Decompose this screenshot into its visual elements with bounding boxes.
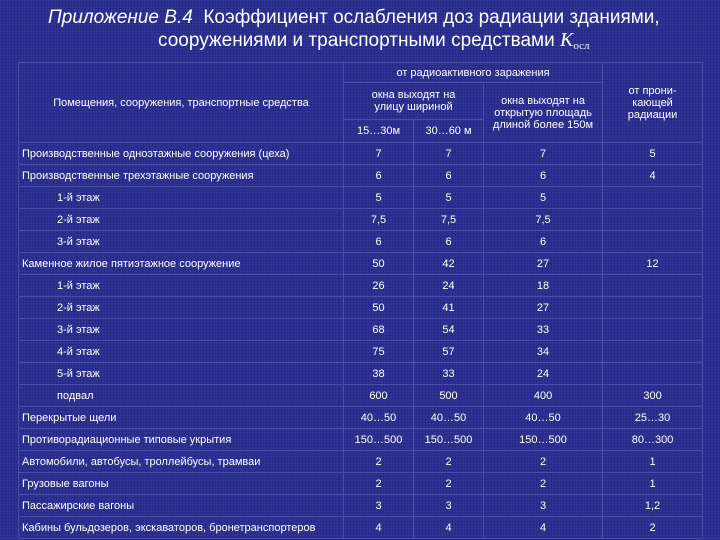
- cell-value: 33: [484, 319, 603, 341]
- cell-value: 6: [414, 231, 484, 253]
- cell-value: 6: [484, 231, 603, 253]
- cell-value: 38: [344, 363, 414, 385]
- cell-value: 50: [344, 297, 414, 319]
- cell-value: 4: [344, 517, 414, 539]
- table-row: [19, 473, 703, 495]
- cell-value: 5: [603, 143, 703, 165]
- cell-value: 2: [484, 473, 603, 495]
- row-label: 3-й этаж: [19, 319, 344, 341]
- cell-value: 7: [414, 143, 484, 165]
- table-row: [19, 209, 703, 231]
- table-row: [19, 297, 703, 319]
- table-row: [19, 231, 703, 253]
- row-label: 5-й этаж: [19, 363, 344, 385]
- cell-value: 3: [484, 495, 603, 517]
- row-label: Производственные трехэтажные сооружения: [19, 165, 344, 187]
- cell-value: 27: [484, 253, 603, 275]
- table-row: [19, 429, 703, 451]
- cell-value: [603, 187, 703, 209]
- row-label: 1-й этаж: [19, 187, 344, 209]
- cell-value: 50: [344, 253, 414, 275]
- cell-value: 400: [484, 385, 603, 407]
- header-contamination: от радиоактивного заражения: [344, 63, 603, 83]
- cell-value: 300: [603, 385, 703, 407]
- header-penetrating: от прони-кающей радиации: [603, 63, 703, 143]
- cell-value: [603, 341, 703, 363]
- cell-value: 40…50: [344, 407, 414, 429]
- table-row: [19, 143, 703, 165]
- header-street-windows: окна выходят на улицу шириной: [344, 83, 484, 120]
- cell-value: 24: [414, 275, 484, 297]
- cell-value: 5: [484, 187, 603, 209]
- table-header: [19, 63, 703, 143]
- title-line-1: [48, 6, 660, 29]
- cell-value: 25…30: [603, 407, 703, 429]
- cell-value: 2: [603, 517, 703, 539]
- table-row: [19, 275, 703, 297]
- cell-value: 57: [414, 341, 484, 363]
- cell-value: 2: [344, 473, 414, 495]
- cell-value: 75: [344, 341, 414, 363]
- title-symbol-sub: осл: [573, 40, 590, 52]
- row-label: 1-й этаж: [19, 275, 344, 297]
- table-row: [19, 187, 703, 209]
- cell-value: 6: [344, 165, 414, 187]
- title-text-2: сооружениями и транспортными средствами: [158, 30, 555, 51]
- cell-value: 2: [414, 473, 484, 495]
- attenuation-table: [18, 62, 703, 539]
- table-row: [19, 407, 703, 429]
- header-width-1: 15…30м: [344, 120, 414, 143]
- table-row: [19, 363, 703, 385]
- cell-value: 24: [484, 363, 603, 385]
- table-row: [19, 451, 703, 473]
- cell-value: 33: [414, 363, 484, 385]
- row-label: Кабины бульдозеров, экскаваторов, бронетранспортеров: [19, 517, 344, 539]
- cell-value: 1,2: [603, 495, 703, 517]
- cell-value: 40…50: [484, 407, 603, 429]
- cell-value: 27: [484, 297, 603, 319]
- cell-value: 7: [484, 143, 603, 165]
- cell-value: 4: [484, 517, 603, 539]
- cell-value: 68: [344, 319, 414, 341]
- cell-value: 2: [414, 451, 484, 473]
- cell-value: [603, 363, 703, 385]
- cell-value: 150…500: [344, 429, 414, 451]
- row-label: Противорадиационные типовые укрытия: [19, 429, 344, 451]
- row-label: 4-й этаж: [19, 341, 344, 363]
- cell-value: 4: [603, 165, 703, 187]
- cell-value: 6: [344, 231, 414, 253]
- cell-value: 5: [414, 187, 484, 209]
- title-symbol: K: [559, 29, 574, 51]
- cell-value: 1: [603, 473, 703, 495]
- table-row: [19, 319, 703, 341]
- row-label: Грузовые вагоны: [19, 473, 344, 495]
- cell-value: 2: [344, 451, 414, 473]
- cell-value: 150…500: [414, 429, 484, 451]
- cell-value: [603, 319, 703, 341]
- header-open-area: окна выходят на открытую площадь длиной более 150м: [484, 83, 603, 143]
- cell-value: 40…50: [414, 407, 484, 429]
- title-prefix: Приложение В.4: [48, 7, 193, 28]
- cell-value: [603, 231, 703, 253]
- row-label: 2-й этаж: [19, 209, 344, 231]
- cell-value: 1: [603, 451, 703, 473]
- row-label: Перекрытые щели: [19, 407, 344, 429]
- cell-value: 7: [344, 143, 414, 165]
- cell-value: [603, 209, 703, 231]
- cell-value: 7,5: [414, 209, 484, 231]
- cell-value: 5: [344, 187, 414, 209]
- title-text-1: Коэффициент ослабления доз радиации зданиями,: [203, 7, 660, 28]
- cell-value: 2: [484, 451, 603, 473]
- row-label: 3-й этаж: [19, 231, 344, 253]
- cell-value: 600: [344, 385, 414, 407]
- cell-value: 500: [414, 385, 484, 407]
- table-body: [19, 143, 703, 539]
- row-label: 2-й этаж: [19, 297, 344, 319]
- table-row: [19, 341, 703, 363]
- table-row: [19, 517, 703, 539]
- table-row: [19, 253, 703, 275]
- cell-value: 42: [414, 253, 484, 275]
- cell-value: 3: [414, 495, 484, 517]
- row-label: Автомобили, автобусы, троллейбусы, трамваи: [19, 451, 344, 473]
- table-row: [19, 165, 703, 187]
- cell-value: 18: [484, 275, 603, 297]
- row-label: Производственные одноэтажные сооружения (цеха): [19, 143, 344, 165]
- row-label: подвал: [19, 385, 344, 407]
- cell-value: 7,5: [344, 209, 414, 231]
- cell-value: 3: [344, 495, 414, 517]
- cell-value: [603, 275, 703, 297]
- cell-value: 80…300: [603, 429, 703, 451]
- cell-value: [603, 297, 703, 319]
- cell-value: 41: [414, 297, 484, 319]
- row-label: Каменное жилое пятиэтажное сооружение: [19, 253, 344, 275]
- header-width-2: 30…60 м: [414, 120, 484, 143]
- cell-value: 7,5: [484, 209, 603, 231]
- cell-value: 150…500: [484, 429, 603, 451]
- table-row: [19, 495, 703, 517]
- cell-value: 6: [414, 165, 484, 187]
- cell-value: 12: [603, 253, 703, 275]
- cell-value: 54: [414, 319, 484, 341]
- cell-value: 4: [414, 517, 484, 539]
- row-label: Пассажирские вагоны: [19, 495, 344, 517]
- cell-value: 26: [344, 275, 414, 297]
- cell-value: 6: [484, 165, 603, 187]
- header-premises: Помещения, сооружения, транспортные средства: [19, 63, 344, 143]
- title-line-2: [158, 29, 589, 58]
- table-row: [19, 385, 703, 407]
- cell-value: 34: [484, 341, 603, 363]
